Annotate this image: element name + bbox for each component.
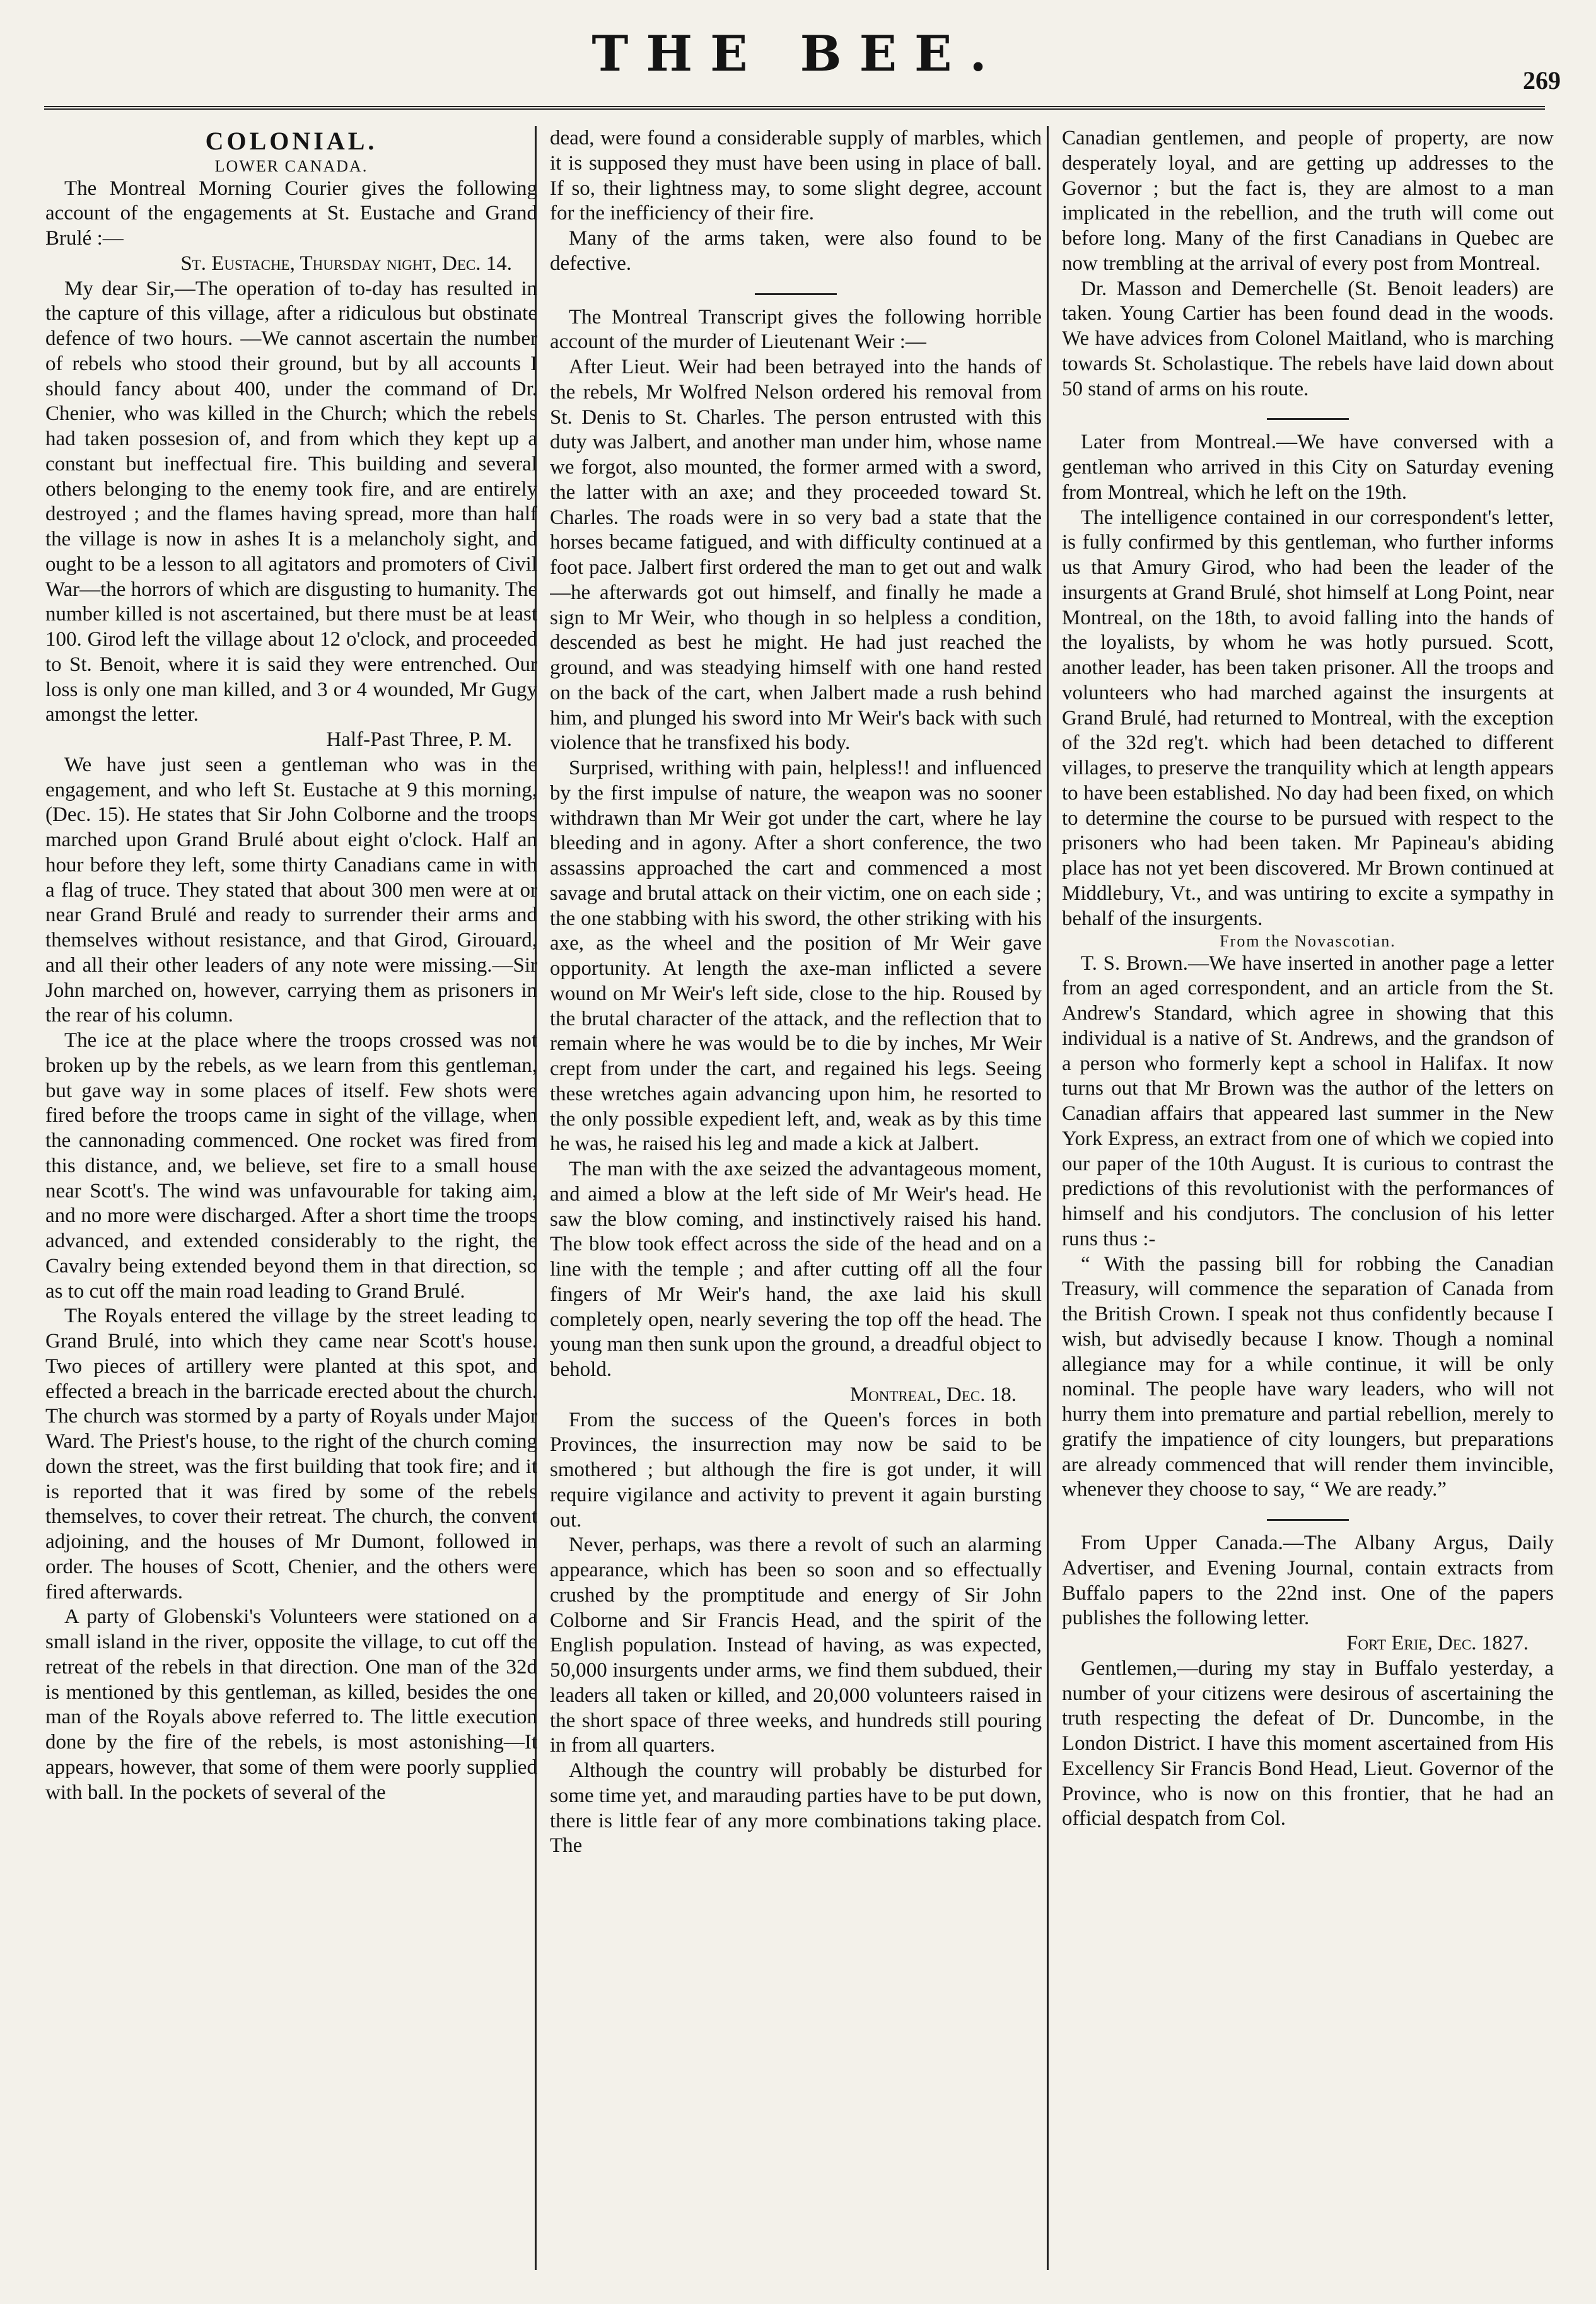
paragraph: Canadian gentlemen, and people of property, are now desperately loyal, and are getting up addresses to the Governor ; but the fact is, they are almost to a man implicated in the rebellion, and the truth will come out before long. Many of the first Canadians in Quebec are now trembling at the arrival of every post from Montreal. [1062,127,1554,275]
paragraph: We have just seen a gentleman who was in the engagement, and who left St. Eustache at 9 this morning, (Dec. 15). He states that Sir John Colborne and the troops marched upon Grand Brulé about eight o'clock. Half an hour before they left, some thirty Canadians came in with a flag of truce. They stated that about 300 men were at or near Grand Brulé and ready to surrender their arms and themselves without resistance, and that Girod, Girouard, and all their other leaders of any note were missing.—Sir John marched on, however, carrying them as prisoners in the rear of his column. [45,753,537,1027]
paragraph: After Lieut. Weir had been betrayed into the hands of the rebels, Mr Wolfred Nelson ordered his removal from St. Denis to St. Charles. The person entrusted with this duty was Jalbert, and another man under him, whose name we forgot, also mounted, the former armed with a sword, the latter with an axe; and they proceeded toward St. Charles. The roads were in so very bad a state that the horses became fatigued, and with difficulty continued at a foot pace. Jalbert first ordered the man to get out and walk—he afterwards got out himself, and finally he made a sign to Mr Weir, who though in so helpless a condition, descended as best he might. He had just reached the ground, and was steadying himself with one hand rested on the back of the cart, when Jalbert made a rush behind him, and plunged his sword into Mr Weir's back with such violence that he transfixed his body. [550,356,1042,755]
paragraph: Although the country will probably be disturbed for some time yet, and marauding parties have to be put down, there is little fear of any more combinations taking place. The [550,1759,1042,1858]
paragraph: The ice at the place where the troops crossed was not broken up by the rebels, as we learn from this gentleman, but gave way in some places of itself. Few shots were fired before the troops came in sight of the village, when the cannonading commenced. One rocket was fired from this distance, and, we believe, set fire to a small house near Scott's. The wind was unfavourable for taking aim, and no more were discharged. After a short time the troops advanced, and extended considerably to the right, the Cavalry being extended beyond them in that direction, so as to cut off the main road leading to Grand Brulé. [45,1029,537,1303]
paragraph: A party of Globenski's Volunteers were stationed on a small island in the river, opposite the village, to cut off the retreat of the rebels in that direction. One man of the 32d is mentioned by this gentleman, as killed, besides the one man of the Royals above referred to. The little execution done by the fire of the rebels, is most astonishing—It appears, however, that some of them were poorly supplied with ball. In the pockets of several of the [45,1605,537,1804]
dateline: St. Eustache, Thursday night, Dec. 14. [180,252,512,275]
paragraph: T. S. Brown.—We have inserted in another page a letter from an aged correspondent, and an article from the St. Andrew's Standard, which agree in showing that this individual is a native of St. Andrews, and the grandson of a person who formerly kept a school in Halifax. It now turns out that Mr Brown was the author of the letters on Canadian affairs that appeared last summer in the New York Express, an extract from one of which we copied into our paper of the 10th August. It is curious to contrast the predictions of this revolutionist with the performances of himself and his condjutors. The conclusion of his letter runs thus :- [1062,951,1554,1250]
page-number: 269 [1523,66,1561,95]
paragraph: Never, perhaps, was there a revolt of such an alarming appearance, which has been so soon and so effectually crushed by the promptitude and energy of Sir John Colborne and Sir Francis Head, and the spirit of the English population. Instead of having, as was expected, 50,000 insurgents under arms, we find them subdued, their leaders all taken or killed, and 20,000 volunteers raised in the short space of three weeks, and hundreds still pouring in from all quarters. [550,1533,1042,1757]
paragraph: “ With the passing bill for robbing the Canadian Treasury, will commence the separation of Canada from the British Crown. I speak not thus confidently because I wish, but advisedly because I know. Though a nominal allegiance may for a while continue, it will be only nominal. The people have wary leaders, who will not hurry them into premature and partial rebellion, merely to gratify the impatience of city loungers, but preparations are already commenced that will render them invincible, whenever they choose to say, “ We are ready.” [1062,1252,1554,1501]
paragraph: Surprised, writhing with pain, helpless!! and influenced by the first impulse of nature, the weapon was no sooner withdrawn than Mr Weir got under the cart, where he lay bleeding and in agony. After a short conference, the two assassins approached the cart and commenced a most savage and brutal attack on their victim, one on each side ; the one stabbing with his sword, the other striking with his axe, as the wheel and the position of Mr Weir gave opportunity. At length the axe-man inflicted a severe wound on Mr Weir's left side, close to the hip. Roused by the brutal character of the attack, and the reflection that to remain where he was would be to die by inches, Mr Weir crept from under the cart, and regained his legs. Seeing these wretches again advancing upon him, he resorted to the only possible expedient left, and, weak as by this time he was, he raised his leg and made a kick at Jalbert. [550,757,1042,1156]
separator-rule [1267,418,1349,420]
paragraph: Later from Montreal.—We have conversed with a gentleman who arrived in this City on Saturday evening from Montreal, which he left on the 19th. [1062,431,1554,504]
paragraph: Gentlemen,—during my stay in Buffalo yesterday, a number of your citizens were desirous of ascertaining the truth respecting the defeat of Dr. Duncombe, in the London District. I have this moment ascertained from His Excellency Sir Francis Bond Head, Lieut. Governor of the Province, who is now on this frontier, that he had an official despatch from Col. [1062,1656,1554,1830]
paragraph: dead, were found a considerable supply of marbles, which it is supposed they must have been using in place of ball. If so, their lightness may, to some slight degree, account for the inefficiency of their fire. [550,127,1042,225]
sub-heading: From the Novascotian. [1220,932,1396,951]
sub-heading: LOWER CANADA. [214,157,368,176]
column-2 [550,126,1042,2283]
section-heading: COLONIAL. [205,127,378,155]
paragraph: The Montreal Transcript gives the following horrible account of the murder of Lieutenant Weir :— [550,305,1042,354]
paragraph: The Montreal Morning Courier gives the following account of the engagements at St. Eustache and Grand Brulé :— [45,177,537,250]
dateline: Fort Erie, Dec. 1827. [1346,1632,1529,1655]
dateline: Montreal, Dec. 18. [849,1383,1016,1406]
paragraph: The intelligence contained in our correspondent's letter, is fully confirmed by this gentleman, who further informs us that Amury Girod, who had been the leader of the insurgents at Grand Brulé, shot himself at Long Point, near Montreal, on the 18th, to avoid falling into the hands of the loyalists, by whom he was hotly pursued. Scott, another leader, has been taken prisoner. All the troops and volunteers who had marched against the insurgents at Grand Brulé, had returned to Montreal, with the exception of the 32d reg't. which had been detached to different villages, to preserve the tranquility which at length appears to have been established. No day had been fixed, on which to determine the course to be pursued with respect to the prisoners who had been taken. Mr Papineau's abiding place has not yet been discovered. Mr Brown continued at Middlebury, Vt., and was untiring to excite a sympathy in behalf of the insurgents. [1062,506,1554,930]
paragraph: The Royals entered the village by the street leading to Grand Brulé, into which they came near Scott's house. Two pieces of artillery were planted at this spot, and effected a breach in the barricade erected about the church. The church was stormed by a party of Royals under Major Ward. The Priest's house, to the right of the church coming down the street, was the first building that took fire; and it is reported that it was fired by some of the rebels themselves, to cover their retreat. The church, the convent adjoining, and the houses of Mr Dumont, followed in order. The houses of Scott, Chenier, and the others were fired afterwards. [45,1305,537,1603]
column-1 [45,126,537,2283]
column-divider [1047,126,1049,2270]
paragraph: From Upper Canada.—The Albany Argus, Daily Advertiser, and Evening Journal, contain extracts from Buffalo papers to the 22nd inst. One of the papers publishes the following letter. [1062,1532,1554,1630]
separator-rule [1267,1519,1349,1521]
masthead-title: THE BEE. [591,25,1005,83]
paragraph: The man with the axe seized the advantageous moment, and aimed a blow at the left side of Mr Weir's head. He saw the blow coming, and instinctively raised his hand. The blow took effect across the side of the head and on a line with the temple ; and after cutting off all the four fingers of Mr Weir's hand, the axe laid his skull completely open, nearly severing the top off the head. The young man then sunk upon the ground, a dreadful object to behold. [550,1158,1042,1381]
masthead-rule [44,106,1545,110]
column-3 [1062,126,1554,2283]
paragraph: From the success of the Queen's forces in both Provinces, the insurrection may now be said to be smothered ; but although the fire is got under, it will require vigilance and activity to prevent it again bursting out. [550,1408,1042,1532]
dateline: Half-Past Three, P. M. [326,728,512,752]
paragraph: Many of the arms taken, were also found to be defective. [550,227,1042,275]
paragraph: Dr. Masson and Demerchelle (St. Benoit leaders) are taken. Young Cartier has been found dead in the woods. We have advices from Colonel Maitland, who is marching towards St. Scholastique. The rebels have laid down about 50 stand of arms on his route. [1062,277,1554,400]
paragraph: My dear Sir,—The operation of to-day has resulted in the capture of this village, after a ridiculous but obstinate defence of two hours. —We cannot ascertain the number of rebels who stood their ground, but by all accounts I should fancy about 400, under the command of Dr. Chenier, who was killed in the Church; which the rebels had taken possesion of, and from which they kept up a constant but ineffectual fire. This building and several others belonging to the enemy took fire, and are entirely destroyed ; and the flames having spread, more than half the village is now in ashes It is a melancholy sight, and ought to be a lesson to all agitators and promoters of Civil War—the horrors of which are disgusting to humanity. The number killed is not ascertained, but there must be at least 100. Girod left the village about 12 o'clock, and proceeded to St. Benoit, where it is said they were entrenched. Our loss is only one man killed, and 3 or 4 wounded, Mr Gugy amongst the letter. [45,277,537,726]
separator-rule [755,293,837,295]
